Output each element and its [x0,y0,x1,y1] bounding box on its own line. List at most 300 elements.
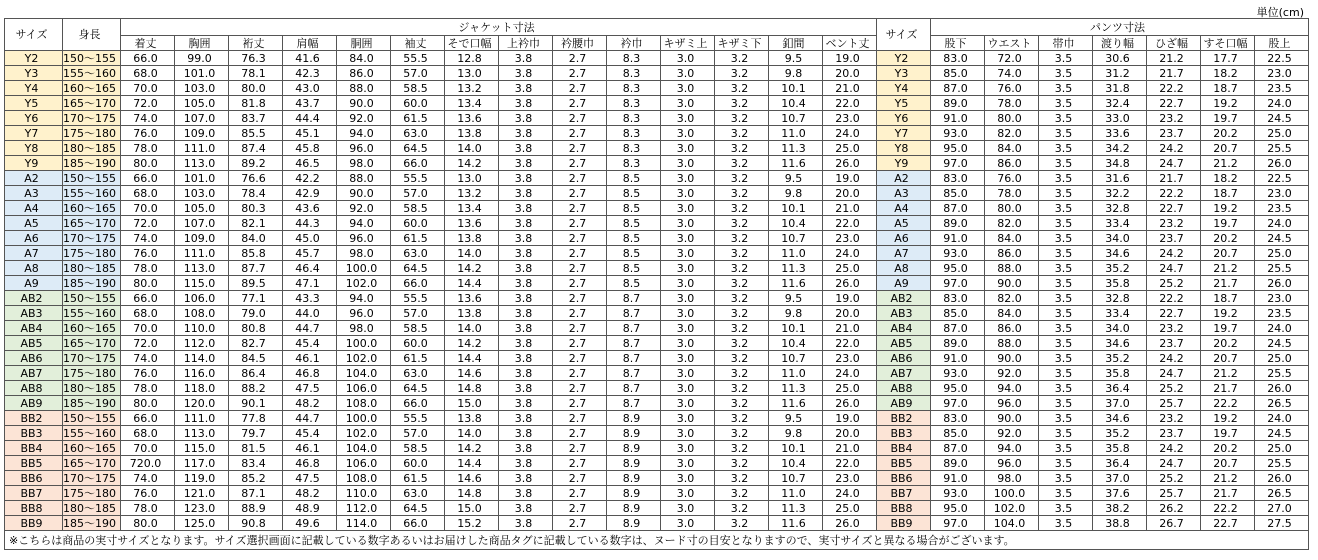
value-cell: 111.0 [175,141,229,156]
value-cell: 78.0 [121,381,175,396]
value-cell: 88.0 [985,336,1039,351]
value-cell: 22.7 [1147,201,1201,216]
value-cell: 84.0 [985,231,1039,246]
value-cell: 10.7 [769,471,823,486]
height-cell: 180～185 [63,261,121,276]
value-cell: 11.3 [769,141,823,156]
value-cell: 3.8 [499,471,553,486]
value-cell: 21.0 [823,201,877,216]
value-cell: 8.9 [607,411,661,426]
size-cell: AB3 [5,306,63,321]
size-cell-pants: Y6 [877,111,931,126]
value-cell: 3.5 [1039,321,1093,336]
value-cell: 85.2 [229,471,283,486]
value-cell: 38.2 [1093,501,1147,516]
value-cell: 3.5 [1039,381,1093,396]
value-cell: 8.7 [607,321,661,336]
value-cell: 3.2 [715,201,769,216]
value-cell: 86.0 [985,156,1039,171]
value-cell: 45.4 [283,426,337,441]
value-cell: 3.0 [661,111,715,126]
table-row [5,366,1309,381]
header-jacket-col: 袖丈 [391,36,445,51]
header-jacket-col: キザミ上 [661,36,715,51]
value-cell: 83.0 [931,51,985,66]
table-row [5,66,1309,81]
value-cell: 55.5 [391,51,445,66]
value-cell: 25.5 [1255,456,1309,471]
value-cell: 22.5 [1255,171,1309,186]
size-cell: A3 [5,186,63,201]
value-cell: 17.7 [1201,51,1255,66]
value-cell: 3.2 [715,366,769,381]
value-cell: 3.0 [661,201,715,216]
header-pants-col: すそ口幅 [1201,36,1255,51]
size-cell-pants: A9 [877,276,931,291]
value-cell: 89.0 [931,216,985,231]
value-cell: 26.7 [1147,516,1201,531]
value-cell: 22.7 [1201,516,1255,531]
value-cell: 21.7 [1201,276,1255,291]
value-cell: 3.2 [715,306,769,321]
value-cell: 3.5 [1039,141,1093,156]
value-cell: 3.2 [715,156,769,171]
value-cell: 3.5 [1039,471,1093,486]
value-cell: 82.7 [229,336,283,351]
value-cell: 18.7 [1201,81,1255,96]
value-cell: 93.0 [931,246,985,261]
value-cell: 48.2 [283,396,337,411]
value-cell: 9.8 [769,426,823,441]
value-cell: 8.9 [607,456,661,471]
value-cell: 3.8 [499,51,553,66]
value-cell: 10.1 [769,201,823,216]
value-cell: 63.0 [391,486,445,501]
value-cell: 90.0 [985,276,1039,291]
height-cell: 170～175 [63,231,121,246]
value-cell: 88.0 [337,171,391,186]
value-cell: 18.2 [1201,66,1255,81]
value-cell: 2.7 [553,471,607,486]
value-cell: 3.8 [499,396,553,411]
value-cell: 3.0 [661,276,715,291]
value-cell: 87.0 [931,201,985,216]
size-cell: BB6 [5,471,63,486]
value-cell: 21.2 [1201,261,1255,276]
value-cell: 19.2 [1201,306,1255,321]
size-cell: Y4 [5,81,63,96]
value-cell: 91.0 [931,351,985,366]
value-cell: 72.0 [121,216,175,231]
value-cell: 3.0 [661,141,715,156]
height-cell: 185～190 [63,516,121,531]
value-cell: 11.0 [769,366,823,381]
value-cell: 22.2 [1147,291,1201,306]
value-cell: 2.7 [553,81,607,96]
size-cell: AB9 [5,396,63,411]
size-cell: Y9 [5,156,63,171]
size-cell: AB8 [5,381,63,396]
value-cell: 87.4 [229,141,283,156]
table-row [5,291,1309,306]
height-cell: 185～190 [63,276,121,291]
value-cell: 2.7 [553,126,607,141]
value-cell: 74.0 [121,471,175,486]
table-row [5,96,1309,111]
table-row [5,276,1309,291]
value-cell: 26.0 [1255,156,1309,171]
value-cell: 24.2 [1147,351,1201,366]
value-cell: 88.0 [985,261,1039,276]
value-cell: 19.0 [823,171,877,186]
value-cell: 25.5 [1255,261,1309,276]
value-cell: 61.5 [391,231,445,246]
size-cell: AB6 [5,351,63,366]
value-cell: 91.0 [931,231,985,246]
value-cell: 8.7 [607,291,661,306]
value-cell: 83.0 [931,171,985,186]
value-cell: 19.7 [1201,216,1255,231]
value-cell: 2.7 [553,246,607,261]
value-cell: 3.5 [1039,261,1093,276]
value-cell: 46.8 [283,366,337,381]
value-cell: 35.2 [1093,261,1147,276]
value-cell: 78.0 [985,96,1039,111]
value-cell: 18.7 [1201,186,1255,201]
value-cell: 3.8 [499,306,553,321]
value-cell: 97.0 [931,516,985,531]
value-cell: 22.2 [1201,501,1255,516]
height-cell: 150～155 [63,411,121,426]
value-cell: 79.7 [229,426,283,441]
size-cell: BB2 [5,411,63,426]
table-row [5,441,1309,456]
value-cell: 33.6 [1093,126,1147,141]
value-cell: 3.0 [661,66,715,81]
value-cell: 66.0 [121,411,175,426]
value-cell: 3.2 [715,66,769,81]
value-cell: 24.7 [1147,156,1201,171]
value-cell: 46.5 [283,156,337,171]
value-cell: 11.0 [769,486,823,501]
value-cell: 3.8 [499,366,553,381]
value-cell: 3.5 [1039,366,1093,381]
value-cell: 78.0 [985,186,1039,201]
value-cell: 3.5 [1039,66,1093,81]
value-cell: 19.0 [823,411,877,426]
value-cell: 2.7 [553,516,607,531]
value-cell: 31.6 [1093,171,1147,186]
value-cell: 3.0 [661,291,715,306]
value-cell: 104.0 [337,366,391,381]
value-cell: 89.5 [229,276,283,291]
value-cell: 3.5 [1039,291,1093,306]
height-cell: 185～190 [63,396,121,411]
height-cell: 175～180 [63,366,121,381]
value-cell: 70.0 [121,441,175,456]
value-cell: 3.5 [1039,81,1093,96]
value-cell: 87.1 [229,486,283,501]
value-cell: 34.8 [1093,156,1147,171]
value-cell: 47.5 [283,381,337,396]
value-cell: 108.0 [337,471,391,486]
value-cell: 26.5 [1255,486,1309,501]
size-cell: BB5 [5,456,63,471]
value-cell: 3.8 [499,186,553,201]
value-cell: 23.0 [1255,186,1309,201]
value-cell: 2.7 [553,426,607,441]
value-cell: 106.0 [175,291,229,306]
value-cell: 47.5 [283,471,337,486]
value-cell: 27.5 [1255,516,1309,531]
value-cell: 3.0 [661,396,715,411]
table-row [5,216,1309,231]
value-cell: 106.0 [337,381,391,396]
value-cell: 83.0 [931,411,985,426]
value-cell: 14.8 [445,381,499,396]
size-cell: BB7 [5,486,63,501]
value-cell: 66.0 [391,396,445,411]
value-cell: 100.0 [337,261,391,276]
value-cell: 3.5 [1039,516,1093,531]
value-cell: 91.0 [931,111,985,126]
value-cell: 3.2 [715,426,769,441]
value-cell: 58.5 [391,441,445,456]
size-cell-pants: A2 [877,171,931,186]
table-row [5,411,1309,426]
value-cell: 3.2 [715,81,769,96]
value-cell: 85.5 [229,126,283,141]
height-cell: 160～165 [63,81,121,96]
value-cell: 2.7 [553,456,607,471]
value-cell: 58.5 [391,81,445,96]
value-cell: 3.8 [499,321,553,336]
size-cell: Y7 [5,126,63,141]
value-cell: 19.0 [823,51,877,66]
size-cell-pants: AB7 [877,366,931,381]
value-cell: 78.4 [229,186,283,201]
size-cell-pants: Y4 [877,81,931,96]
value-cell: 74.0 [985,66,1039,81]
value-cell: 25.0 [1255,246,1309,261]
value-cell: 45.0 [283,231,337,246]
value-cell: 79.0 [229,306,283,321]
value-cell: 9.5 [769,291,823,306]
value-cell: 94.0 [985,441,1039,456]
value-cell: 74.0 [121,111,175,126]
value-cell: 26.0 [823,156,877,171]
value-cell: 25.0 [823,381,877,396]
header-jacket-col: ベント丈 [823,36,877,51]
value-cell: 22.7 [1147,306,1201,321]
size-cell-pants: BB2 [877,411,931,426]
value-cell: 93.0 [931,366,985,381]
value-cell: 112.0 [337,501,391,516]
value-cell: 26.5 [1255,396,1309,411]
value-cell: 3.5 [1039,306,1093,321]
header-jacket-col: キザミ下 [715,36,769,51]
value-cell: 10.1 [769,321,823,336]
value-cell: 26.0 [823,396,877,411]
value-cell: 35.8 [1093,441,1147,456]
value-cell: 102.0 [337,351,391,366]
value-cell: 116.0 [175,366,229,381]
value-cell: 78.1 [229,66,283,81]
header-jacket-col: 上衿巾 [499,36,553,51]
value-cell: 2.7 [553,261,607,276]
size-cell-pants: A8 [877,261,931,276]
value-cell: 97.0 [931,156,985,171]
value-cell: 25.7 [1147,486,1201,501]
value-cell: 10.7 [769,351,823,366]
value-cell: 80.0 [121,276,175,291]
value-cell: 3.2 [715,51,769,66]
value-cell: 83.0 [931,291,985,306]
value-cell: 8.3 [607,51,661,66]
value-cell: 98.0 [985,471,1039,486]
value-cell: 93.0 [931,486,985,501]
value-cell: 10.4 [769,456,823,471]
value-cell: 85.0 [931,66,985,81]
value-cell: 3.5 [1039,171,1093,186]
value-cell: 86.0 [985,246,1039,261]
value-cell: 19.0 [823,291,877,306]
value-cell: 20.2 [1201,441,1255,456]
value-cell: 26.0 [1255,471,1309,486]
value-cell: 106.0 [337,456,391,471]
header-jacket-col: 着丈 [121,36,175,51]
value-cell: 25.5 [1255,366,1309,381]
size-cell: Y2 [5,51,63,66]
value-cell: 96.0 [985,396,1039,411]
value-cell: 19.7 [1201,111,1255,126]
value-cell: 13.0 [445,171,499,186]
height-cell: 165～170 [63,216,121,231]
value-cell: 3.8 [499,336,553,351]
value-cell: 3.0 [661,96,715,111]
value-cell: 14.6 [445,471,499,486]
value-cell: 2.7 [553,171,607,186]
value-cell: 44.4 [283,111,337,126]
value-cell: 13.8 [445,411,499,426]
value-cell: 82.0 [985,126,1039,141]
value-cell: 3.2 [715,411,769,426]
value-cell: 3.0 [661,246,715,261]
value-cell: 3.5 [1039,216,1093,231]
value-cell: 109.0 [175,231,229,246]
value-cell: 2.7 [553,381,607,396]
value-cell: 34.6 [1093,246,1147,261]
table-row [5,81,1309,96]
table-row [5,201,1309,216]
value-cell: 23.2 [1147,321,1201,336]
size-cell: BB3 [5,426,63,441]
value-cell: 34.6 [1093,336,1147,351]
size-cell-pants: BB5 [877,456,931,471]
value-cell: 3.8 [499,351,553,366]
value-cell: 80.0 [985,201,1039,216]
value-cell: 3.8 [499,441,553,456]
value-cell: 108.0 [175,306,229,321]
value-cell: 3.8 [499,96,553,111]
value-cell: 25.0 [1255,351,1309,366]
value-cell: 115.0 [175,441,229,456]
value-cell: 114.0 [175,351,229,366]
value-cell: 25.0 [1255,441,1309,456]
height-cell: 185～190 [63,156,121,171]
value-cell: 90.1 [229,396,283,411]
height-cell: 170～175 [63,471,121,486]
value-cell: 22.0 [823,456,877,471]
value-cell: 10.4 [769,216,823,231]
value-cell: 23.7 [1147,231,1201,246]
value-cell: 24.2 [1147,441,1201,456]
value-cell: 2.7 [553,336,607,351]
table-row [5,141,1309,156]
value-cell: 3.0 [661,261,715,276]
value-cell: 55.5 [391,411,445,426]
value-cell: 14.2 [445,336,499,351]
value-cell: 123.0 [175,501,229,516]
size-table [4,18,1309,550]
value-cell: 3.5 [1039,351,1093,366]
value-cell: 14.0 [445,141,499,156]
value-cell: 64.5 [391,141,445,156]
value-cell: 37.0 [1093,396,1147,411]
value-cell: 63.0 [391,126,445,141]
value-cell: 90.8 [229,516,283,531]
value-cell: 10.7 [769,231,823,246]
size-cell: A7 [5,246,63,261]
value-cell: 101.0 [175,171,229,186]
value-cell: 66.0 [121,291,175,306]
table-row [5,381,1309,396]
value-cell: 24.5 [1255,426,1309,441]
value-cell: 22.0 [823,96,877,111]
value-cell: 19.2 [1201,96,1255,111]
value-cell: 102.0 [337,276,391,291]
value-cell: 66.0 [121,51,175,66]
height-cell: 175～180 [63,246,121,261]
value-cell: 14.6 [445,366,499,381]
size-cell-pants: BB3 [877,426,931,441]
size-cell-pants: A3 [877,186,931,201]
value-cell: 3.0 [661,501,715,516]
header-height: 身長 [63,19,121,51]
size-cell-pants: AB8 [877,381,931,396]
size-cell: A6 [5,231,63,246]
value-cell: 45.7 [283,246,337,261]
table-row [5,321,1309,336]
value-cell: 18.2 [1201,171,1255,186]
value-cell: 13.4 [445,201,499,216]
value-cell: 3.5 [1039,336,1093,351]
value-cell: 41.6 [283,51,337,66]
value-cell: 3.0 [661,456,715,471]
size-cell: A5 [5,216,63,231]
value-cell: 61.5 [391,111,445,126]
value-cell: 3.5 [1039,186,1093,201]
value-cell: 3.2 [715,501,769,516]
value-cell: 11.3 [769,381,823,396]
value-cell: 10.4 [769,96,823,111]
value-cell: 31.8 [1093,81,1147,96]
size-cell: Y6 [5,111,63,126]
value-cell: 32.2 [1093,186,1147,201]
value-cell: 8.7 [607,396,661,411]
value-cell: 3.2 [715,276,769,291]
value-cell: 37.0 [1093,471,1147,486]
